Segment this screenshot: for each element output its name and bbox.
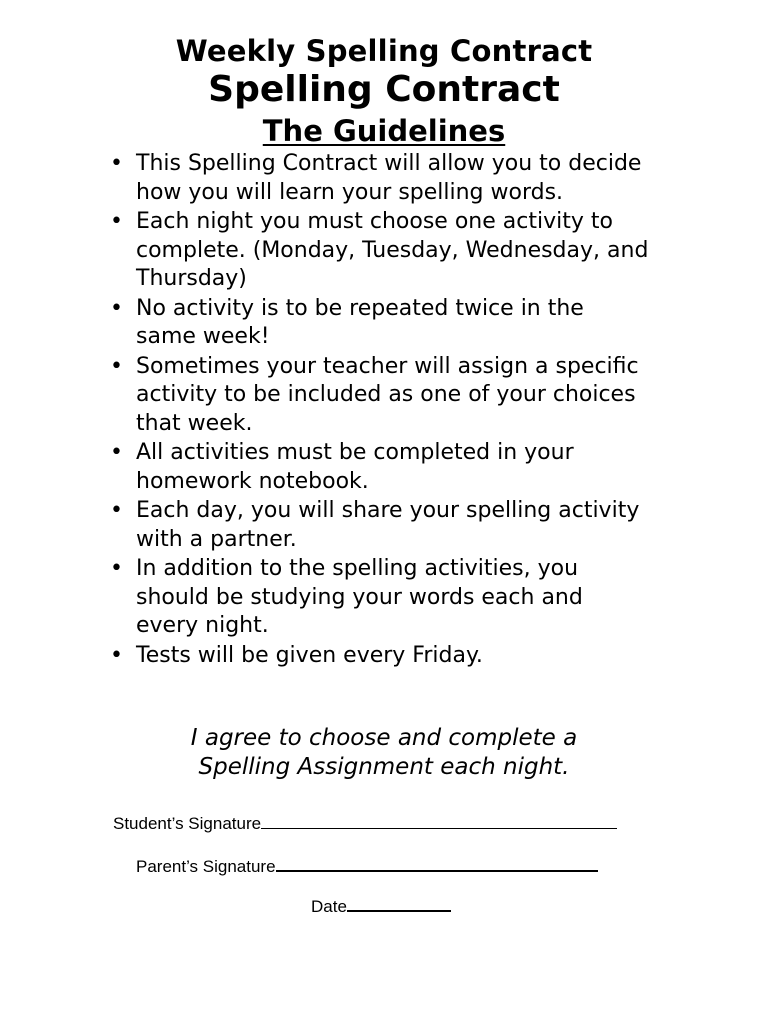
agreement-line-1: I agree to choose and complete a	[190, 725, 578, 751]
page-subtitle: Spelling Contract	[208, 69, 560, 110]
bullet-icon: •	[110, 209, 123, 234]
parent-signature-line	[276, 856, 598, 872]
bullet-icon: •	[110, 642, 123, 668]
section-heading: The Guidelines	[262, 114, 506, 148]
bullet-icon: •	[110, 151, 123, 176]
agreement-statement	[0, 724, 768, 782]
date-line	[347, 896, 451, 912]
list-item	[110, 642, 650, 671]
date-field	[311, 896, 451, 918]
list-item-text: Sometimes your teacher will assign a specific activity to be included as one of your choices that week.	[136, 353, 639, 436]
bullet-icon: •	[110, 556, 123, 581]
list-item-text: All activities must be completed in your homework notebook.	[136, 440, 574, 494]
list-item	[110, 497, 650, 554]
guidelines-list	[110, 150, 650, 671]
list-item-text: Each night you must choose one activity to complete. (Monday, Tuesday, Wednesday, and Thursday)	[136, 209, 649, 291]
parent-signature-label: Parent’s Signature	[136, 857, 276, 876]
list-item	[110, 555, 650, 641]
list-item-text: This Spelling Contract will allow you to decide how you will learn your spelling words.	[136, 151, 642, 205]
list-item	[110, 439, 650, 496]
list-item-text: In addition to the spelling activities, you should be studying your words each and every night.	[136, 556, 583, 638]
list-item-text: Tests will be given every Friday.	[136, 642, 483, 668]
list-item	[110, 208, 650, 294]
bullet-icon: •	[110, 353, 123, 379]
student-signature-line	[261, 814, 617, 829]
student-signature-field	[113, 813, 617, 835]
parent-signature-field	[136, 856, 598, 878]
bullet-icon: •	[110, 295, 123, 321]
bullet-icon: •	[110, 440, 123, 465]
list-item	[110, 150, 650, 207]
page-title: Weekly Spelling Contract	[175, 34, 593, 68]
bullet-icon: •	[110, 498, 123, 523]
list-item-text: Each day, you will share your spelling activity with a partner.	[136, 498, 640, 552]
list-item	[110, 353, 650, 439]
student-signature-label: Student’s Signature	[113, 814, 262, 833]
agreement-line-2: Spelling Assignment each night.	[198, 754, 570, 780]
list-item-text: No activity is to be repeated twice in the same week!	[136, 295, 584, 349]
list-item	[110, 295, 650, 352]
date-label: Date	[311, 897, 347, 916]
